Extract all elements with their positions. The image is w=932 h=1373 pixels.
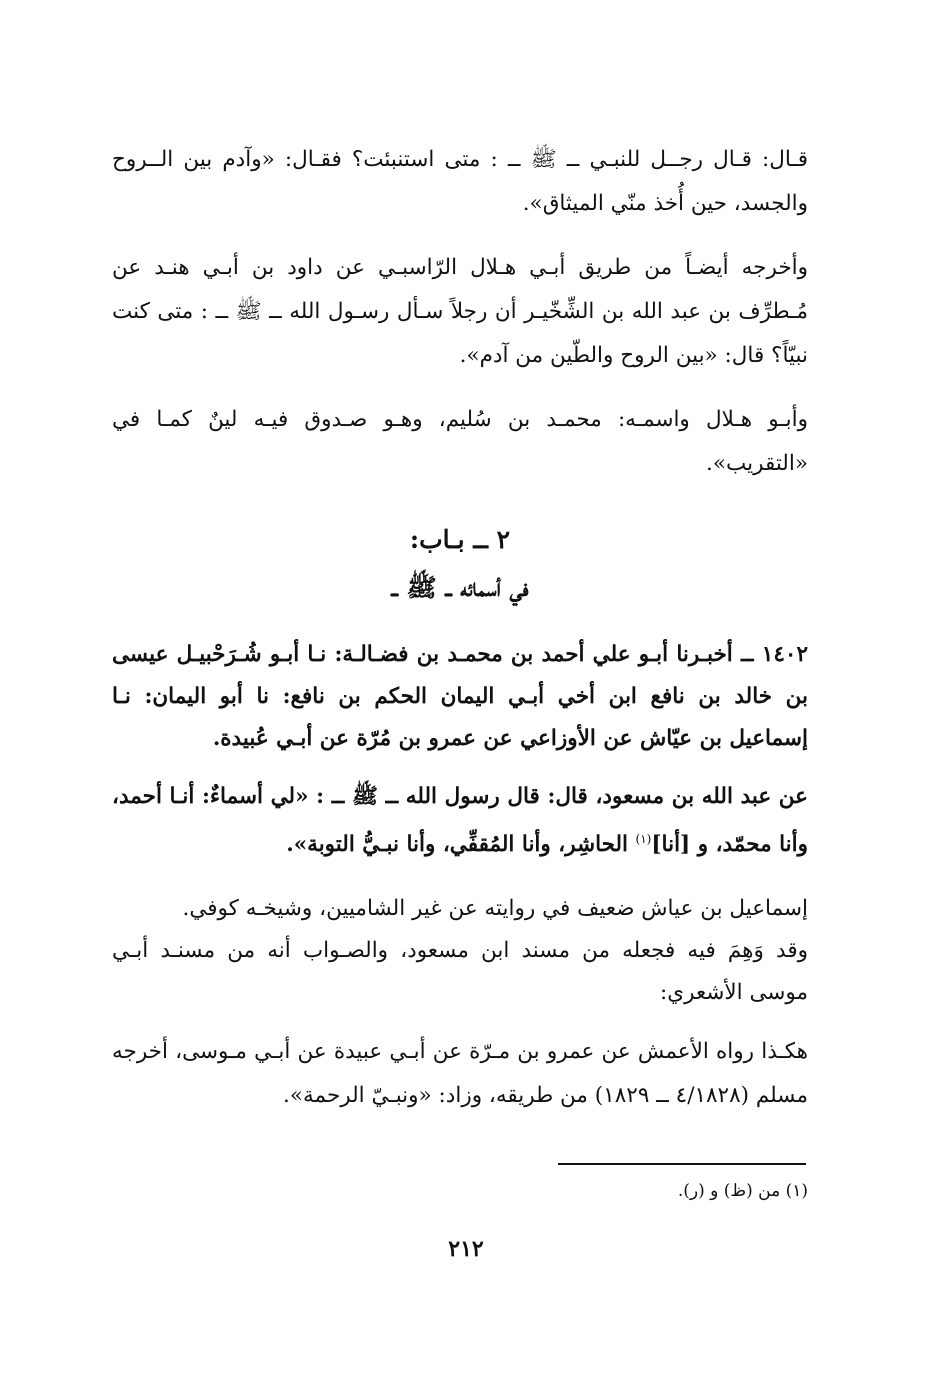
commentary-line-weakness: إسماعيل بن عياش ضعيف في روايته عن غير الشاميين، وشيخـه كوفي.	[182, 896, 808, 921]
commentary-line-correction: وقد وَهِمَ فيه فجعله من مسند ابن مسعود، والصـواب أنه من مسنـد أبـي موسى الأشعري:	[112, 938, 808, 1005]
footnote-reference: (١)	[635, 832, 652, 846]
page-number: ٢١٢	[448, 1236, 484, 1262]
section-title-heading: في أسمائه ــ ﷺ ــ	[391, 573, 529, 602]
hadith-isnad: ١٤٠٢ ــ أخبـرنا أبـو علي أحمد بن محمـد بن فضـالـة: نـا أبـو شُـرَحْبيـل عيسى بن خالد بن نافع ابن أخي أبـي اليمان الحكم بن نافع: نا أبو اليمان: نـا إسماعيل بن عيّاش عن الأوزاعي عن عمرو بن مُرّة عن أبـي عُبيدة.	[112, 642, 808, 751]
paragraph-muslim-reference: هكـذا رواه الأعمش عن عمرو بن مـرّة عن أبـي عبيدة عن أبـي مـوسى، أخرجه مسلم (٤/١٨٢٨ ــ ١٨٢٩) من طريقه، وزاد: «ونبـيّ الرحمة».	[112, 1039, 808, 1108]
hadith-matn-start: عن عبد الله بن مسعود، قال: قال رسول الله ــ ﷺ ــ : «لي أسماءٌ: أنـا أحمد، وأنا محمّد، و [أنا]	[112, 784, 808, 858]
paragraph-other-chain: وأخرجه أيضـاً من طريق أبـي هـلال الرّاسبـي عن داود بن أبـي هنـد عن مُـطرِّف بن عبد الله بن الشِّخّيـر أن رجلاً سـأل رسـول الله ــ ﷺ ــ : متى كنت نبيّاً؟ قال: «بين الروح والطّين من آدم».	[112, 255, 808, 368]
paragraph-hadith-continuation: قـال: قـال رجــل للنبـي ــ ﷺ ــ : متى استنبئت؟ فقـال: «وآدم بين الــروح والجسد، حين أُخذ منّي الميثاق».	[112, 147, 808, 216]
section-number-heading: ٢ ــ بـاب:	[409, 525, 511, 554]
commentary-paragraph	[112, 888, 808, 1014]
hadith-matn	[112, 776, 808, 866]
hadith-matn-end: الحاشِر، وأنا المُقفِّي، وأنا نبـيُّ التوبة».	[286, 832, 636, 858]
footnote-divider	[558, 1163, 806, 1165]
paragraph-narrator-note: وأبـو هـلال واسمـه: محمـد بن سُليم، وهـو صـدوق فيـه لينٌ كمـا في «التقريب».	[112, 407, 808, 476]
footnote-text: (١) من (ظ) و (ر).	[677, 1181, 808, 1201]
